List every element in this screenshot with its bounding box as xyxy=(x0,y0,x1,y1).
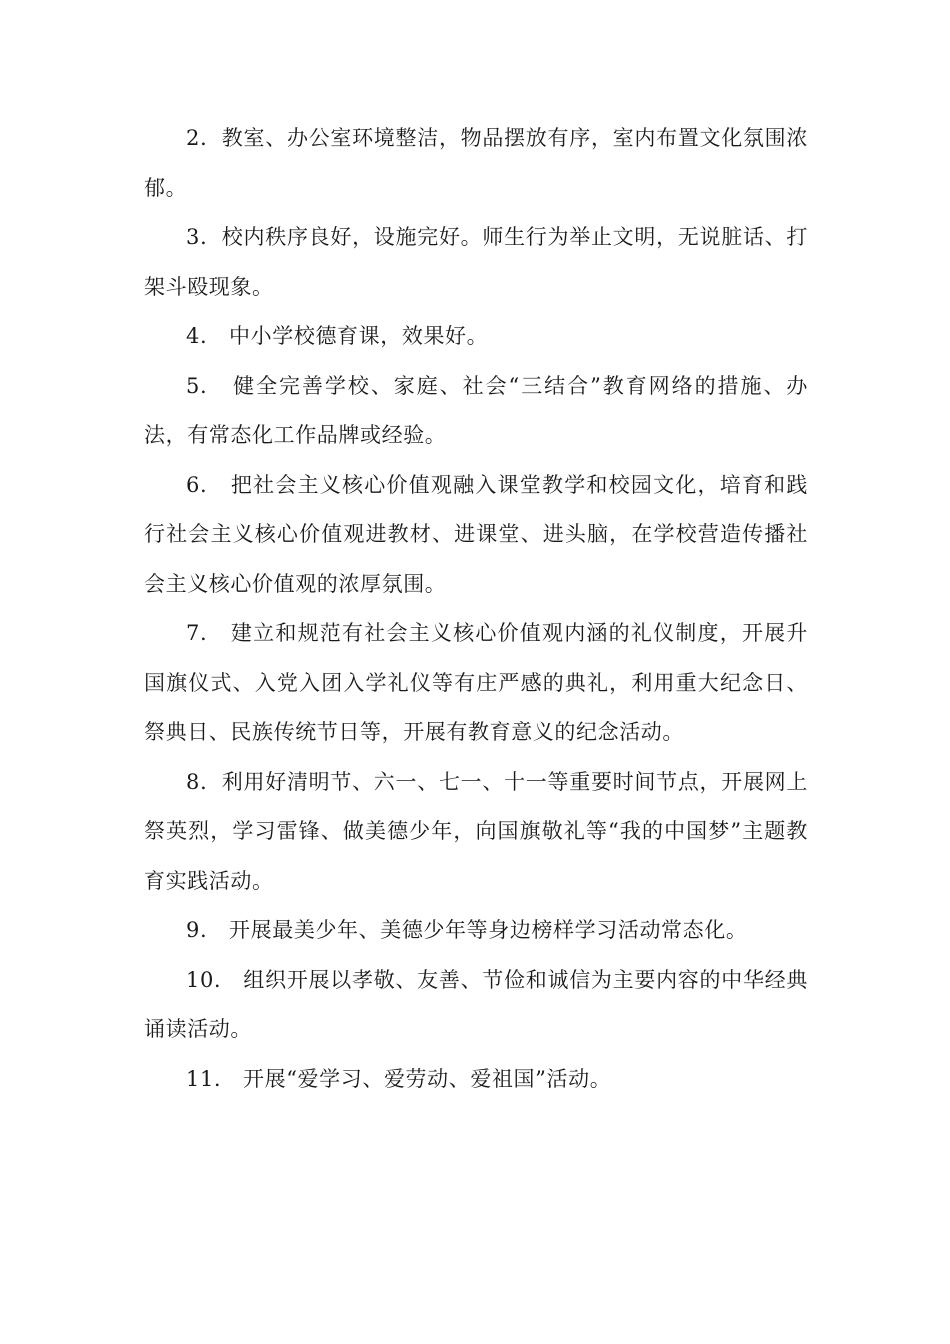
paragraph-item-10: 10. 组织开展以孝敬、友善、节俭和诚信为主要内容的中华经典诵读活动。 xyxy=(144,967,808,1041)
paragraph-item-8: 8．利用好清明节、六一、七一、十一等重要时间节点，开展网上祭英烈，学习雷锋、做美德少年，向国旗敬礼等“我的中国梦”主题教育实践活动。 xyxy=(144,769,808,893)
document-body xyxy=(144,114,808,1104)
paragraph-item-9: 9. 开展最美少年、美德少年等身边榜样学习活动常态化。 xyxy=(186,918,748,942)
paragraph-item-4: 4. 中小学校德育课，效果好。 xyxy=(186,324,489,348)
paragraph-item-5: 5. 健全完善学校、家庭、社会“三结合”教育网络的措施、办法，有常态化工作品牌或经验。 xyxy=(144,373,808,447)
paragraph-item-3: 3．校内秩序良好，设施完好。师生行为举止文明，无说脏话、打架斗殴现象。 xyxy=(144,225,808,299)
paragraph-item-11: 11. 开展“爱学习、爱劳动、爱祖国”活动。 xyxy=(186,1066,612,1091)
paragraph-item-2: 2．教室、办公室环境整洁，物品摆放有序，室内布置文化氛围浓郁。 xyxy=(144,126,808,200)
paragraph-item-6: 6. 把社会主义核心价值观融入课堂教学和校园文化，培育和践行社会主义核心价值观进教材、进课堂、进头脑，在学校营造传播社会主义核心价值观的浓厚氛围。 xyxy=(144,472,808,596)
paragraph-item-7: 7. 建立和规范有社会主义核心价值观内涵的礼仪制度，开展升国旗仪式、入党入团入学礼仪等有庄严感的典礼，利用重大纪念日、祭典日、民族传统节日等，开展有教育意义的纪念活动。 xyxy=(144,621,808,744)
